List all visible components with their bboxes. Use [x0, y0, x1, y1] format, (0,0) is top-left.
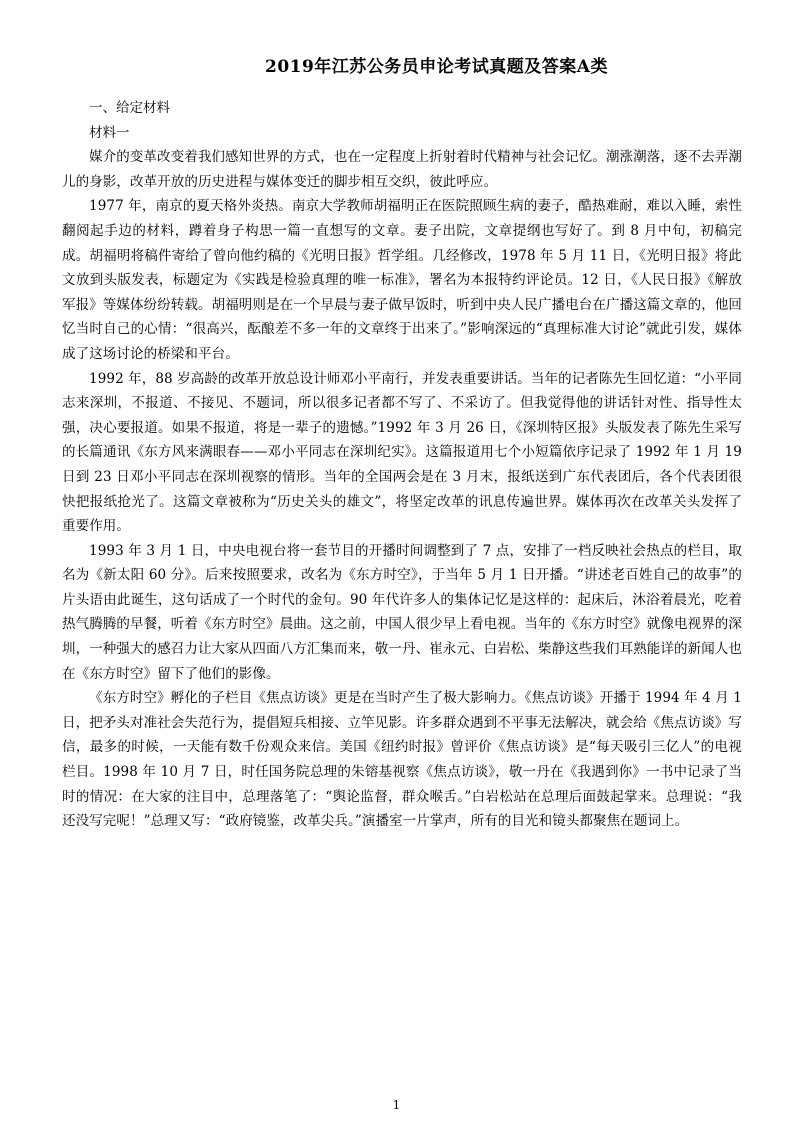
- paragraph-1977-article: 1977 年，南京的夏天格外炎热。南京大学教师胡福明正在医院照顾生病的妻子，酷热难耐，难以入睡，索性翻阅起手边的材料，蹲着身子构思一篇一直想写的文章。妻子出院，文章提纲也写好了。到 8 月中旬，初稿完成。胡福明将稿件寄给了曾向他约稿的《光明日报》哲学组。几经修改，1978 年 5 月 11 日，《光明日报》将此文放到头版发表，标题定为《实践是检验真理的唯一标准》，署名为本报特约评论员。12 日，《人民日报》《解放军报》等媒体纷纷转载。胡福明则是在一个早晨与妻子做早饭时，听到中央人民广播电台在广播这篇文章的，他回忆当时自己的心情：“很高兴，酝酿差不多一年的文章终于出来了。”影响深远的“真理标准大讨论”就此引发，媒体成了这场讨论的桥梁和平台。: [62, 198, 742, 362]
- paragraph-1992-southern-tour: 1992 年，88 岁高龄的改革开放总设计师邓小平南行，并发表重要讲话。当年的记者陈先生回忆道：“小平同志来深圳，不报道、不接见、不题词，所以很多记者都不写了、不采访了。但我觉得他的讲话针对性、指导性太强，决心要报道。如果不报道，将是一辈子的遗憾。”1992 年 3 月 26 日，《深圳特区报》头版发表了陈先生采写的长篇通讯《东方风来满眼春——邓小平同志在深圳纪实》。这篇报道用七个小短篇依序记录了 1992 年 1 月 19 日到 23 日邓小平同志在深圳视察的情形。当年的全国两会是在 3 月末，报纸送到广东代表团后，各个代表团很快把报纸抢光了。这篇文章被称为“历史关头的雄文”，将坚定改革的讯息传遍世界。媒体再次在改革关头发挥了重要作用。: [62, 370, 742, 535]
- page-number: 1: [392, 1098, 401, 1112]
- document-body: [62, 96, 742, 834]
- section-heading: 一、给定材料: [89, 100, 170, 116]
- paragraph-1993-oriental-horizon: 1993 年 3 月 1 日，中央电视台将一套节目的开播时间调整到了 7 点，安排了一档反映社会热点的栏目，取名为《新太阳 60 分》。后来按照要求，改名为《东方时空》，于当年 5 月 1 日开播。“讲述老百姓自己的故事”的片头语由此诞生，这句话成了一个时代的金句。90 年代许多人的集体记忆是这样的：起床后，沐浴着晨光，吃着热气腾腾的早餐，听着《东方时空》晨曲。这之前，中国人很少早上看电视。当年的《东方时空》就像电视界的深圳，一种强大的感召力让大家从四面八方汇集而来，敬一丹、崔永元、白岩松、柴静这些我们耳熟能详的新闻人也在《东方时空》留下了他们的影像。: [62, 542, 742, 682]
- paragraph-focus-report: 《东方时空》孵化的子栏目《焦点访谈》更是在当时产生了极大影响力。《焦点访谈》开播于 1994 年 4 月 1 日，把矛头对准社会失范行为，提倡短兵相接、立竿见影。许多群众遇到不平事无法解决，就会给《焦点访谈》写信，最多的时候，一天能有数千份观众来信。美国《纽约时报》曾评价《焦点访谈》是“每天吸引三亿人”的电视栏目。1998 年 10 月 7 日，时任国务院总理的朱镕基视察《焦点访谈》，敬一丹在《我遇到你》一书中记录了当时的情况：在大家的注目中，总理落笔了：“舆论监督，群众喉舌。”白岩松站在总理后面鼓起掌来。总理说：“我还没写完呢！”总理又写：“政府镜鉴，改革尖兵。”演播室一片掌声，所有的目光和镜头都聚焦在题词上。: [62, 690, 742, 830]
- paragraph-media-intro: 媒介的变革改变着我们感知世界的方式，也在一定程度上折射着时代精神与社会记忆。潮涨潮落，逐不去弄潮儿的身影，改革开放的历史进程与媒体变迁的脚步相互交织，彼此呼应。: [62, 149, 742, 190]
- material-heading: 材料一: [89, 124, 130, 141]
- page-title: 2019年江苏公务员申论考试真题及答案A类: [264, 57, 608, 77]
